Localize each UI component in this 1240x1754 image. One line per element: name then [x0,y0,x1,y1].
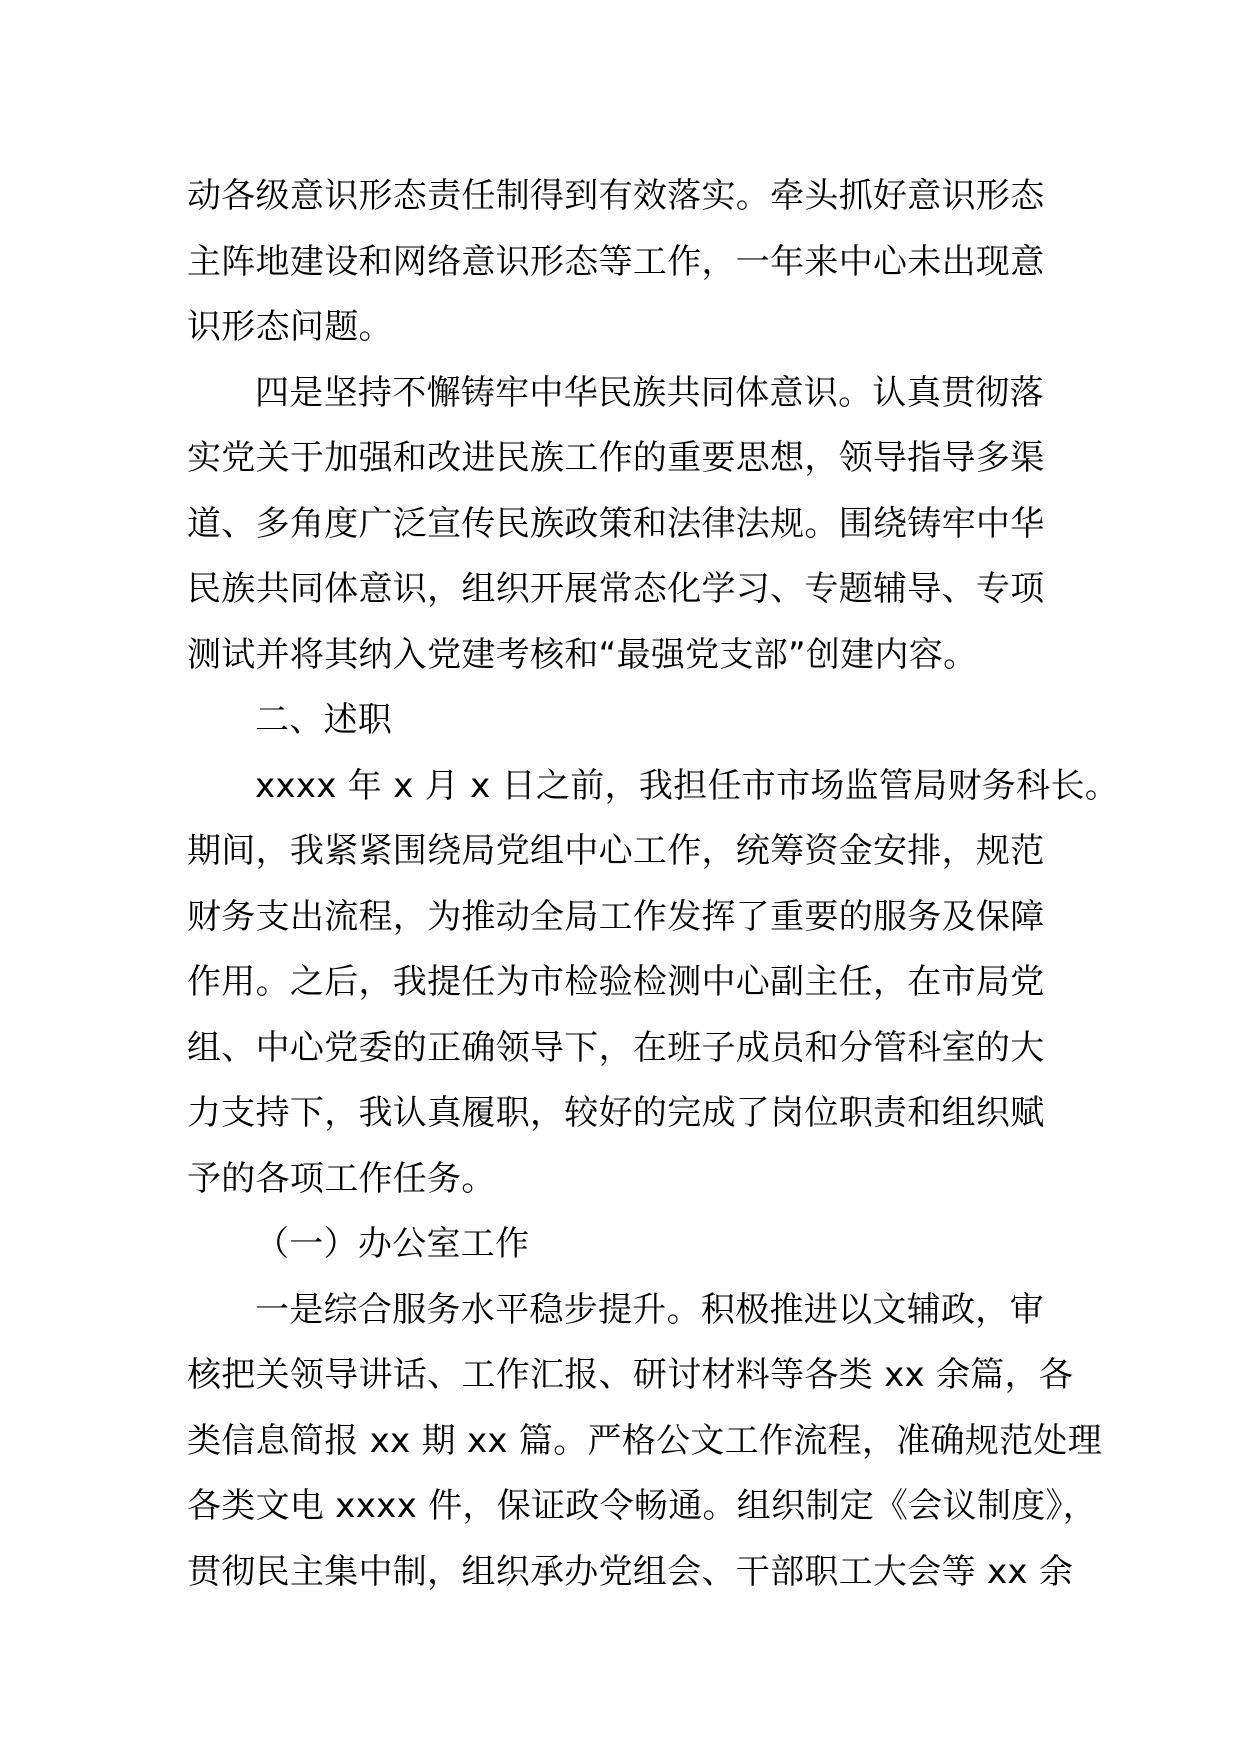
paragraph-first-line: 四是坚持不懈铸牢中华民族共同体意识。认真贯彻落 [255,372,1044,413]
text-line: 测试并将其纳入党建考核和“最强党支部”创建内容。 [187,634,978,675]
text-line: 道、多角度广泛宣传民族政策和法律法规。围绕铸牢中华 [187,503,1045,544]
text-line: 核把关领导讲话、工作汇报、研讨材料等各类 xx 余篇，各 [187,1355,1074,1395]
text-line: 识形态问题。 [187,307,393,347]
text-line: 作用。之后，我提任为市检验检测中心副主任，在市局党 [187,962,1045,1002]
text-line: 财务支出流程，为推动全局工作发挥了重要的服务及保障 [187,896,1045,937]
text-line: 力支持下，我认真履职，较好的完成了岗位职责和组织赋 [187,1093,1045,1133]
text-line: 动各级意识形态责任制得到有效落实。牵头抓好意识形态 [187,176,1045,216]
text-line: 各类文电 xxxx 件，保证政令畅通。组织制定《会议制度》， [187,1486,1098,1526]
text-line: 类信息简报 xx 期 xx 篇。严格公文工作流程，准确规范处理 [187,1420,1103,1461]
text-line: 主阵地建设和网络意识形态等工作，一年来中心未出现意 [187,241,1045,282]
subsection-heading: （一）办公室工作 [255,1224,530,1264]
text-line: 贯彻民主集中制，组织承办党组会、干部职工大会等 xx 余 [187,1551,1074,1592]
text-line: 民族共同体意识，组织开展常态化学习、专题辅导、专项 [187,569,1045,609]
document-body [187,164,1120,1605]
section-heading: 二、述职 [255,700,393,740]
paragraph-first-line: 一是综合服务水平稳步提升。积极推进以文辅政，审 [255,1289,1044,1330]
text-line: 组、中心党委的正确领导下，在班子成员和分管科室的大 [187,1027,1045,1068]
text-line: 实党关于加强和改进民族工作的重要思想，领导指导多渠 [187,438,1045,478]
paragraph-first-line: xxxx 年 x 月 x 日之前，我担任市市场监管局财务科长。 [255,765,1120,806]
text-line: 期间，我紧紧围绕局党组中心工作，统筹资金安排，规范 [187,831,1045,871]
text-line: 予的各项工作任务。 [187,1158,496,1199]
